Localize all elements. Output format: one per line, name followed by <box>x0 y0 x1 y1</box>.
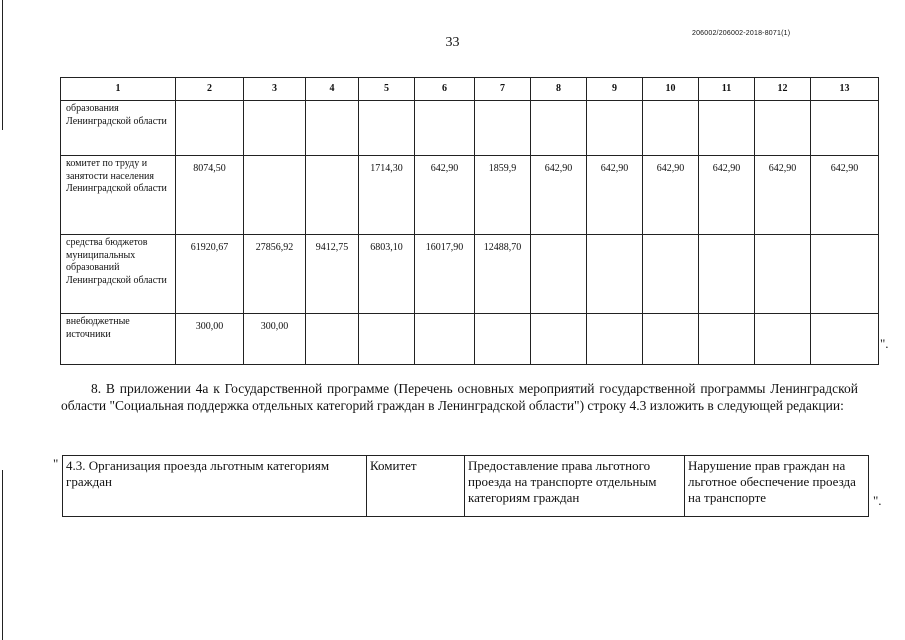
column-header: 11 <box>699 78 755 101</box>
table-cell: 642,90 <box>531 156 587 235</box>
column-header: 13 <box>811 78 879 101</box>
table-cell <box>643 101 699 156</box>
table-cell <box>531 235 587 314</box>
row-label: образования Ленинградской области <box>61 101 176 156</box>
table-cell <box>244 101 306 156</box>
table-row <box>63 456 869 517</box>
table-cell: 61920,67 <box>176 235 244 314</box>
table-cell <box>587 101 643 156</box>
document-code: 206002/206002-2018-8071(1) <box>692 30 791 37</box>
row-label: внебюджетные источники <box>61 314 176 365</box>
consequence-cell: Нарушение прав граждан на льготное обеспечение проезда на транспорте <box>685 456 869 517</box>
table-cell: 1714,30 <box>359 156 415 235</box>
table-cell: 300,00 <box>176 314 244 365</box>
table-cell <box>755 235 811 314</box>
amendment-paragraph: 8. В приложении 4а к Государственной программе (Перечень основных мероприятий государственной программы Ленинградской области "Социальная поддержка отдельных категорий граждан в Ленинградской области") строку 4.3 изложить в следующей редакции: <box>61 381 858 413</box>
table-cell <box>415 101 475 156</box>
column-header: 7 <box>475 78 531 101</box>
table-cell <box>699 314 755 365</box>
executor-cell: Комитет <box>367 456 465 517</box>
table-cell: 642,90 <box>811 156 879 235</box>
table-cell: 642,90 <box>699 156 755 235</box>
table-cell <box>306 101 359 156</box>
table-cell: 642,90 <box>415 156 475 235</box>
table-cell <box>811 101 879 156</box>
table-cell: 16017,90 <box>415 235 475 314</box>
table-cell <box>531 101 587 156</box>
table-header-row <box>61 78 879 101</box>
table-cell <box>755 314 811 365</box>
table-cell: 9412,75 <box>306 235 359 314</box>
table-row <box>61 314 879 365</box>
table-cell <box>359 101 415 156</box>
table-row <box>61 156 879 235</box>
program-table <box>62 455 869 517</box>
opening-quote: " <box>53 456 59 471</box>
table-cell <box>531 314 587 365</box>
table-cell <box>306 156 359 235</box>
page-number: 33 <box>445 35 460 50</box>
table-cell: 642,90 <box>755 156 811 235</box>
table-cell <box>359 314 415 365</box>
closing-quote: ". <box>873 493 882 508</box>
column-header: 8 <box>531 78 587 101</box>
table-cell <box>306 314 359 365</box>
table-cell <box>587 235 643 314</box>
column-header: 2 <box>176 78 244 101</box>
finance-table <box>60 77 879 365</box>
column-header: 6 <box>415 78 475 101</box>
table-cell <box>755 101 811 156</box>
table-cell: 642,90 <box>587 156 643 235</box>
result-cell: Предоставление права льготного проезда на транспорте отдельным категориям граждан <box>465 456 685 517</box>
table-cell <box>244 156 306 235</box>
activity-cell: 4.3. Организация проезда льготным категориям граждан <box>63 456 367 517</box>
table-cell <box>811 235 879 314</box>
column-header: 4 <box>306 78 359 101</box>
column-header: 5 <box>359 78 415 101</box>
table-cell <box>643 314 699 365</box>
table-cell: 1859,9 <box>475 156 531 235</box>
column-header: 3 <box>244 78 306 101</box>
table-cell <box>811 314 879 365</box>
column-header: 1 <box>61 78 176 101</box>
table-cell: 12488,70 <box>475 235 531 314</box>
table-cell <box>475 314 531 365</box>
scan-edge-line <box>2 0 3 130</box>
table-cell: 642,90 <box>643 156 699 235</box>
table-row <box>61 235 879 314</box>
column-header: 10 <box>643 78 699 101</box>
table-cell <box>475 101 531 156</box>
table-cell <box>176 101 244 156</box>
table-cell: 6803,10 <box>359 235 415 314</box>
column-header: 9 <box>587 78 643 101</box>
closing-quote: ". <box>880 336 889 351</box>
table-cell: 300,00 <box>244 314 306 365</box>
table-row <box>61 101 879 156</box>
row-label: комитет по труду и занятости населения Ленинградской области <box>61 156 176 235</box>
column-header: 12 <box>755 78 811 101</box>
table-cell <box>699 235 755 314</box>
row-label: средства бюджетов муниципальных образований Ленинградской области <box>61 235 176 314</box>
table-cell <box>699 101 755 156</box>
scan-edge-line <box>2 470 3 640</box>
table-cell <box>587 314 643 365</box>
table-cell <box>643 235 699 314</box>
table-cell: 27856,92 <box>244 235 306 314</box>
table-cell: 8074,50 <box>176 156 244 235</box>
table-cell <box>415 314 475 365</box>
